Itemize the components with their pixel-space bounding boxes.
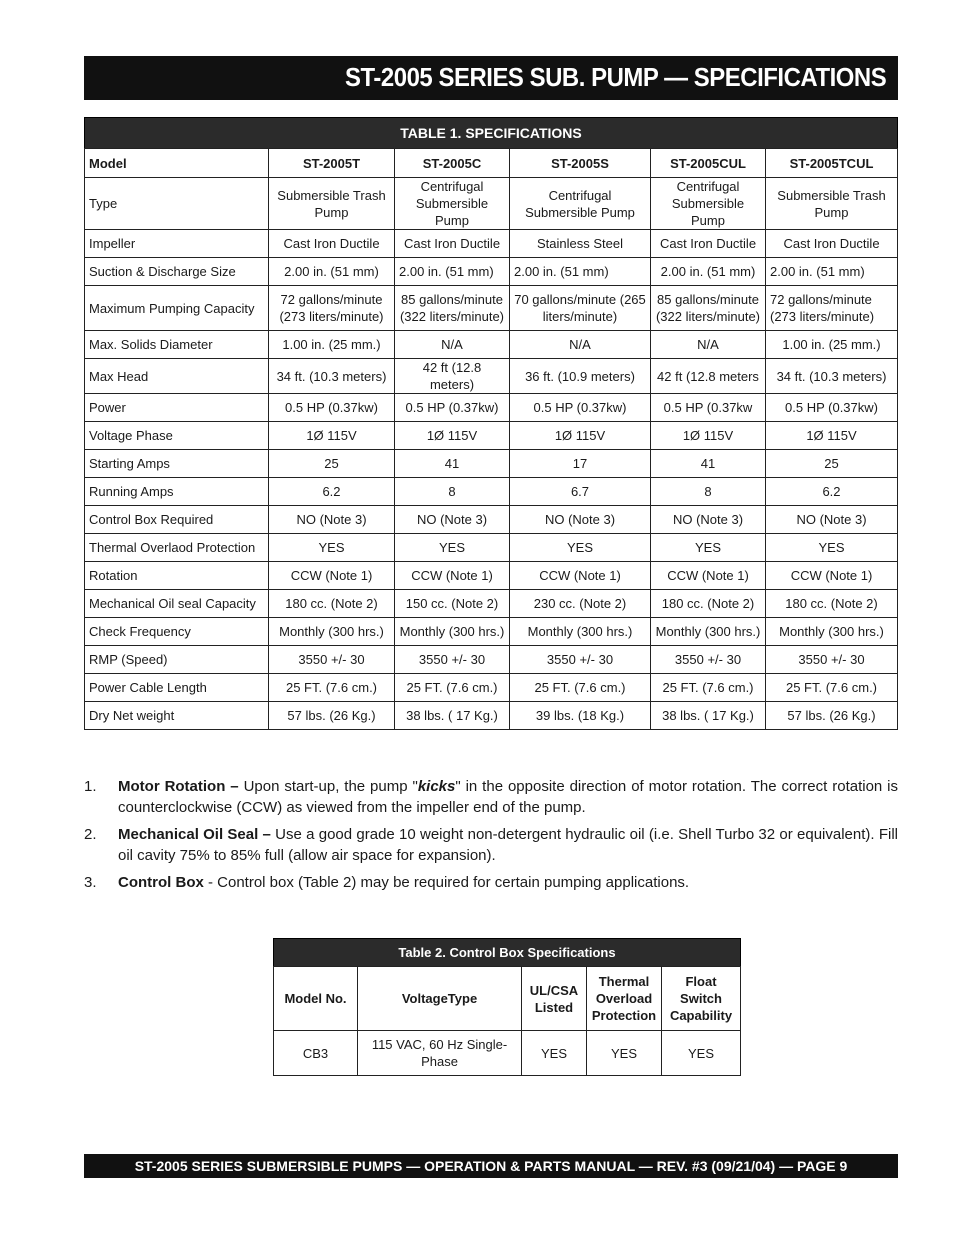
table-cell: 25 FT. (7.6 cm.) (651, 674, 766, 702)
table-cell: 6.7 (510, 478, 651, 506)
table-cell: Stainless Steel (510, 230, 651, 258)
table-cell: 180 cc. (Note 2) (269, 590, 395, 618)
table-row (85, 674, 898, 702)
table-cell: Cast Iron Ductile (269, 230, 395, 258)
table-row (85, 478, 898, 506)
table-cell: NO (Note 3) (651, 506, 766, 534)
note-heading: Motor Rotation – (118, 778, 239, 795)
row-label-cell: Running Amps (85, 478, 269, 506)
table-cell: 34 ft. (10.3 meters) (269, 359, 395, 394)
table-cell: CCW (Note 1) (395, 562, 510, 590)
table-cell: 230 cc. (Note 2) (510, 590, 651, 618)
table-cell: 1Ø 115V (510, 422, 651, 450)
table-cell: 25 (269, 450, 395, 478)
table-cell: NO (Note 3) (510, 506, 651, 534)
note-item (84, 776, 898, 818)
table-cell: 41 (651, 450, 766, 478)
table-cell: 85 gallons/minute (322 liters/minute) (651, 286, 766, 331)
table-cell: 2.00 in. (51 mm) (766, 258, 898, 286)
table-cell: 38 lbs. ( 17 Kg.) (395, 702, 510, 730)
model-column-header: ST-2005T (269, 149, 395, 178)
note-text: " in the opposite direction of motor rotation. The correct rotation is counterclockwise (CCW) as viewed from the impeller end of the pump. (118, 778, 899, 816)
column-header: UL/CSA Listed (522, 967, 587, 1031)
table-cell: 41 (395, 450, 510, 478)
table-cell: 1.00 in. (25 mm.) (766, 331, 898, 359)
table-cell: YES (651, 534, 766, 562)
table-row (85, 702, 898, 730)
page-footer: ST-2005 SERIES SUBMERSIBLE PUMPS — OPERATION & PARTS MANUAL — REV. #3 (09/21/04) — PAGE 9 (84, 1154, 898, 1178)
page-title: ST-2005 SERIES SUB. PUMP — SPECIFICATIONS (344, 62, 886, 92)
table-cell: 1Ø 115V (766, 422, 898, 450)
table-row (85, 618, 898, 646)
table-cell: CCW (Note 1) (766, 562, 898, 590)
row-label-cell: Thermal Overlaod Protection (85, 534, 269, 562)
table-row (85, 450, 898, 478)
table-row (85, 178, 898, 230)
table-cell: YES (510, 534, 651, 562)
table-row (85, 422, 898, 450)
table-cell: YES (766, 534, 898, 562)
table-cell: 72 gallons/minute (273 liters/minute) (269, 286, 395, 331)
table-cell: 36 ft. (10.9 meters) (510, 359, 651, 394)
table-cell: 1Ø 115V (651, 422, 766, 450)
table-cell: 8 (651, 478, 766, 506)
row-label-cell: Suction & Discharge Size (85, 258, 269, 286)
table-cell: 0.5 HP (0.37kw (651, 394, 766, 422)
table-cell: 42 ft (12.8 meters) (395, 359, 510, 394)
table-cell: 70 gallons/minute (265 liters/minute) (510, 286, 651, 331)
table-cell: 3550 +/- 30 (766, 646, 898, 674)
row-label-cell: Rotation (85, 562, 269, 590)
table-cell: Cast Iron Ductile (766, 230, 898, 258)
specifications-table-caption: TABLE 1. SPECIFICATIONS (84, 117, 898, 148)
table-cell: 38 lbs. ( 17 Kg.) (651, 702, 766, 730)
table-row (85, 646, 898, 674)
table-row (85, 331, 898, 359)
row-label-cell: Max. Solids Diameter (85, 331, 269, 359)
row-label-cell: Mechanical Oil seal Capacity (85, 590, 269, 618)
table-cell: 42 ft (12.8 meters (651, 359, 766, 394)
note-text: Upon start-up, the pump " (238, 778, 418, 795)
table-cell: Centrifugal Submersible Pump (510, 178, 651, 230)
table-cell: 0.5 HP (0.37kw) (766, 394, 898, 422)
table-cell: 1Ø 115V (395, 422, 510, 450)
table-cell: 25 FT. (7.6 cm.) (269, 674, 395, 702)
table-cell: 25 FT. (7.6 cm.) (395, 674, 510, 702)
table-cell: Submersible Trash Pump (766, 178, 898, 230)
row-label-cell: RMP (Speed) (85, 646, 269, 674)
table-row (274, 1031, 741, 1076)
row-label-cell: Dry Net weight (85, 702, 269, 730)
table-row (85, 230, 898, 258)
note-heading: Control Box (118, 874, 204, 891)
table-cell: YES (522, 1031, 587, 1076)
table-cell: 3550 +/- 30 (510, 646, 651, 674)
control-box-table (273, 938, 741, 1076)
table-cell: 25 (766, 450, 898, 478)
table-cell: Monthly (300 hrs.) (269, 618, 395, 646)
table-cell: 180 cc. (Note 2) (766, 590, 898, 618)
table-cell: Submersible Trash Pump (269, 178, 395, 230)
row-label-cell: Power (85, 394, 269, 422)
table-cell: 6.2 (766, 478, 898, 506)
row-label-cell: Check Frequency (85, 618, 269, 646)
note-emphasis: kicks (417, 778, 456, 795)
specifications-table (84, 117, 898, 730)
notes-list (84, 776, 898, 899)
table-cell: YES (662, 1031, 741, 1076)
table-cell: Monthly (300 hrs.) (766, 618, 898, 646)
control-box-table-caption: Table 2. Control Box Specifications (273, 938, 741, 966)
row-label-cell: Type (85, 178, 269, 230)
page-title-bar (84, 56, 898, 100)
note-number: 2. (84, 826, 97, 843)
table-cell: 3550 +/- 30 (651, 646, 766, 674)
note-heading: Mechanical Oil Seal – (118, 826, 271, 843)
table-cell: NO (Note 3) (766, 506, 898, 534)
table-cell: Centrifugal Submersible Pump (395, 178, 510, 230)
table-cell: 25 FT. (7.6 cm.) (510, 674, 651, 702)
note-text: - Control box (Table 2) may be required for certain pumping applications. (203, 874, 690, 891)
table-cell: Cast Iron Ductile (651, 230, 766, 258)
column-header: Thermal Overload Protection (587, 967, 662, 1031)
table-cell: NO (Note 3) (269, 506, 395, 534)
note-item (84, 872, 898, 893)
table-cell: 0.5 HP (0.37kw) (395, 394, 510, 422)
table-cell: Monthly (300 hrs.) (651, 618, 766, 646)
table-cell: Centrifugal Submersible Pump (651, 178, 766, 230)
row-label-cell: Power Cable Length (85, 674, 269, 702)
table-cell: 25 FT. (7.6 cm.) (766, 674, 898, 702)
table-cell: 150 cc. (Note 2) (395, 590, 510, 618)
table-cell: 72 gallons/minute (273 liters/minute) (766, 286, 898, 331)
table-cell: 2.00 in. (51 mm) (651, 258, 766, 286)
table-cell: Monthly (300 hrs.) (510, 618, 651, 646)
table-cell: 3550 +/- 30 (395, 646, 510, 674)
row-label-cell: Impeller (85, 230, 269, 258)
table-cell: 0.5 HP (0.37kw) (269, 394, 395, 422)
table-cell: 1.00 in. (25 mm.) (269, 331, 395, 359)
column-header: Model No. (274, 967, 358, 1031)
table-cell: YES (395, 534, 510, 562)
table-cell: 3550 +/- 30 (269, 646, 395, 674)
model-column-header: ST-2005TCUL (766, 149, 898, 178)
table-cell: 17 (510, 450, 651, 478)
table-row (85, 286, 898, 331)
table-cell: YES (269, 534, 395, 562)
table-cell: 180 cc. (Note 2) (651, 590, 766, 618)
table-cell: 39 lbs. (18 Kg.) (510, 702, 651, 730)
table-cell: CCW (Note 1) (651, 562, 766, 590)
table-cell: Monthly (300 hrs.) (395, 618, 510, 646)
table-cell: 1Ø 115V (269, 422, 395, 450)
table-row (85, 590, 898, 618)
model-header-cell: Model (85, 149, 269, 178)
table-row (85, 258, 898, 286)
table-cell: N/A (651, 331, 766, 359)
column-header: VoltageType (358, 967, 522, 1031)
row-label-cell: Starting Amps (85, 450, 269, 478)
note-item (84, 824, 898, 866)
table-cell: 2.00 in. (51 mm) (395, 258, 510, 286)
table-cell: 85 gallons/minute (322 liters/minute) (395, 286, 510, 331)
model-column-header: ST-2005S (510, 149, 651, 178)
table-cell: 2.00 in. (51 mm) (510, 258, 651, 286)
table-cell: 57 lbs. (26 Kg.) (766, 702, 898, 730)
table-row (85, 359, 898, 394)
note-text: Use a good grade 10 weight non-detergent hydraulic oil (i.e. Shell Turbo 32 or equivalent). Fill oil cavity 75% to 85% full (allow air space for expansion). (118, 826, 898, 864)
table-cell: 2.00 in. (51 mm) (269, 258, 395, 286)
table-row (85, 394, 898, 422)
table-cell: 34 ft. (10.3 meters) (766, 359, 898, 394)
table-cell: 57 lbs. (26 Kg.) (269, 702, 395, 730)
row-label-cell: Max Head (85, 359, 269, 394)
model-column-header: ST-2005C (395, 149, 510, 178)
table-cell: CCW (Note 1) (510, 562, 651, 590)
table-row (85, 562, 898, 590)
column-header: Float Switch Capability (662, 967, 741, 1031)
row-label-cell: Control Box Required (85, 506, 269, 534)
table-row (85, 534, 898, 562)
table-cell: N/A (510, 331, 651, 359)
row-label-cell: Maximum Pumping Capacity (85, 286, 269, 331)
note-number: 3. (84, 874, 97, 891)
table-cell: Cast Iron Ductile (395, 230, 510, 258)
table-cell: 115 VAC, 60 Hz Single-Phase (358, 1031, 522, 1076)
note-number: 1. (84, 778, 97, 795)
model-column-header: ST-2005CUL (651, 149, 766, 178)
row-label-cell: Voltage Phase (85, 422, 269, 450)
table-cell: CB3 (274, 1031, 358, 1076)
table-header-row (85, 149, 898, 178)
table-cell: 8 (395, 478, 510, 506)
table-cell: N/A (395, 331, 510, 359)
table-header-row (274, 967, 741, 1031)
table-row (85, 506, 898, 534)
table-cell: 0.5 HP (0.37kw) (510, 394, 651, 422)
table-cell: YES (587, 1031, 662, 1076)
table-cell: 6.2 (269, 478, 395, 506)
table-cell: NO (Note 3) (395, 506, 510, 534)
table-cell: CCW (Note 1) (269, 562, 395, 590)
